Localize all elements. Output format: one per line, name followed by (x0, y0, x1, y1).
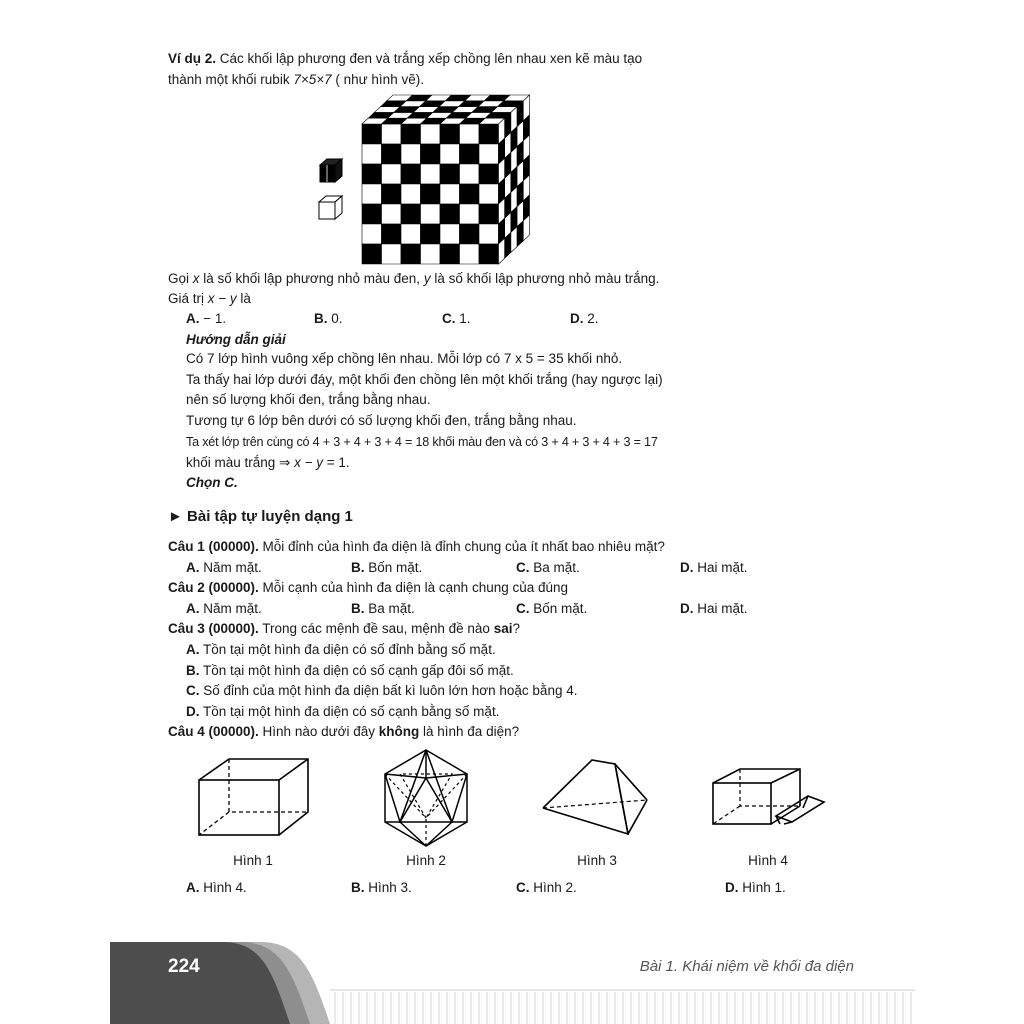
cube-cell (382, 164, 402, 184)
figure-4-box-with-prism (710, 766, 830, 830)
example-option-a: A. − 1. (186, 311, 227, 326)
cube-cell (440, 164, 460, 184)
white-cube-icon (318, 195, 344, 221)
cube-cell (401, 224, 421, 244)
solution-line-4: Tương tự 6 lớp bên dưới có số lượng khối đen, trắng bằng nhau. (186, 413, 577, 428)
cube-cell (440, 184, 460, 204)
cube-cell (401, 244, 421, 264)
cube-cell (362, 204, 382, 224)
question-4: Câu 4 (00000). Hình nào dưới đây không là hình đa diện? (168, 724, 520, 739)
q2-option-b: B. Ba mặt. (351, 601, 415, 616)
cube-cell (382, 144, 402, 164)
choose-answer: Chọn C. (186, 475, 238, 490)
question-line-1: Gọi x là số khối lập phương nhỏ màu đen, y là số khối lập phương nhỏ màu trắng. (168, 271, 660, 286)
q4-option-b: B. Hình 3. (351, 880, 412, 895)
caption-figure-2: Hình 2 (406, 853, 446, 868)
cube-cell (362, 164, 382, 184)
solution-line-2: Ta thấy hai lớp dưới đáy, một khối đen chồng lên một khối trắng (hay ngược lại) (186, 372, 663, 387)
cube-cell (440, 144, 460, 164)
cube-cell (382, 224, 402, 244)
question-2: Câu 2 (00000). Mỗi cạnh của hình đa diện là cạnh chung của đúng (168, 580, 569, 595)
cube-cell (362, 244, 382, 264)
cube-cell (460, 144, 480, 164)
solution-line-3: nên số lượng khối đen, trắng bằng nhau. (186, 392, 431, 407)
solution-line-6: khối màu trắng ⇒ x − y = 1. (186, 455, 350, 470)
cube-cell (479, 184, 499, 204)
cube-cell (460, 164, 480, 184)
dims: 7×5×7 (293, 72, 332, 87)
caption-figure-1: Hình 1 (233, 853, 273, 868)
cube-cell (421, 244, 441, 264)
q3-option-d: D. Tồn tại một hình đa diện có số cạnh bằng số mặt. (186, 704, 500, 719)
guide-title: Hướng dẫn giải (186, 332, 286, 347)
example-option-b: B. 0. (314, 311, 343, 326)
cube-cell (421, 184, 441, 204)
cube-cell (421, 164, 441, 184)
chapter-title: Bài 1. Khái niệm về khối đa diện (639, 958, 854, 975)
q2-option-d: D. Hai mặt. (680, 601, 748, 616)
example-line-1: Ví dụ 2. Các khối lập phương đen và trắng xếp chồng lên nhau xen kẽ màu tạo (168, 51, 643, 66)
figure-2-icosahedron (376, 748, 476, 848)
question-line-2: Giá trị x − y là (168, 291, 251, 306)
q1-option-a: A. Năm mặt. (186, 560, 262, 575)
solution-line-5: Ta xét lớp trên cùng có 4 + 3 + 4 + 3 + 4 = 18 khối màu đen và có 3 + 4 + 3 + 4 + 3 = 17 (186, 435, 658, 449)
cube-cell (460, 204, 480, 224)
cube-cell (382, 124, 402, 144)
q4-option-a: A. Hình 4. (186, 880, 247, 895)
q2-option-a: A. Năm mặt. (186, 601, 262, 616)
cube-cell (460, 224, 480, 244)
cube-cell (479, 124, 499, 144)
example-label: Ví dụ 2. (168, 51, 217, 66)
q1-option-b: B. Bốn mặt. (351, 560, 423, 575)
figure-1-box (196, 756, 312, 840)
cube-cell (440, 224, 460, 244)
cube-cell (362, 224, 382, 244)
cube-cell (479, 164, 499, 184)
example-option-c: C. 1. (442, 311, 471, 326)
question-3: Câu 3 (00000). Trong các mệnh đề sau, mệnh đề nào sai? (168, 621, 520, 636)
cube-cell (460, 124, 480, 144)
q2-option-c: C. Bốn mặt. (516, 601, 588, 616)
black-cube-icon (318, 158, 344, 184)
cube-cell (421, 124, 441, 144)
cube-cell (479, 244, 499, 264)
figure-3-frustum (540, 756, 652, 840)
q4-option-c: C. Hình 2. (516, 880, 577, 895)
cube-cell (382, 244, 402, 264)
q3-option-c: C. Số đỉnh của một hình đa diện bất kì luôn lớn hơn hoặc bằng 4. (186, 683, 578, 698)
cube-cell (401, 184, 421, 204)
cube-cell (362, 184, 382, 204)
q4-option-d: D. Hình 1. (725, 880, 786, 895)
cube-cell (440, 124, 460, 144)
example-option-d: D. 2. (570, 311, 599, 326)
cube-cell (421, 144, 441, 164)
cube-cell (401, 204, 421, 224)
cube-cell (382, 184, 402, 204)
question-1: Câu 1 (00000). Mỗi đỉnh của hình đa diện là đỉnh chung của ít nhất bao nhiêu mặt? (168, 539, 665, 554)
q3-option-a: A. Tồn tại một hình đa diện có số đỉnh bằng số mặt. (186, 642, 496, 657)
cube-cell (479, 144, 499, 164)
cube-cell (401, 144, 421, 164)
example-line-2: thành một khối rubik 7×5×7 ( như hình vẽ). (168, 72, 424, 87)
cube-cell (440, 204, 460, 224)
footer-decoration (0, 930, 1024, 1024)
cube-cell (362, 144, 382, 164)
cube-cell (460, 244, 480, 264)
cube-cell (440, 244, 460, 264)
cube-cell (460, 184, 480, 204)
caption-figure-3: Hình 3 (577, 853, 617, 868)
cube-cell (382, 204, 402, 224)
cube-cell (421, 204, 441, 224)
checkered-cube-figure (360, 94, 532, 258)
q3-option-b: B. Tồn tại một hình đa diện có số cạnh gấp đôi số mặt. (186, 663, 514, 678)
cube-cell (479, 224, 499, 244)
cube-cell (362, 124, 382, 144)
section-title: ► Bài tập tự luyện dạng 1 (168, 508, 353, 525)
solution-line-1: Có 7 lớp hình vuông xếp chồng lên nhau. Mỗi lớp có 7 x 5 = 35 khối nhỏ. (186, 351, 623, 366)
q1-option-d: D. Hai mặt. (680, 560, 748, 575)
cube-cell (401, 164, 421, 184)
q1-option-c: C. Ba mặt. (516, 560, 580, 575)
page-number: 224 (168, 956, 200, 977)
cube-cell (479, 204, 499, 224)
cube-cell (401, 124, 421, 144)
cube-cell (421, 224, 441, 244)
caption-figure-4: Hình 4 (748, 853, 788, 868)
